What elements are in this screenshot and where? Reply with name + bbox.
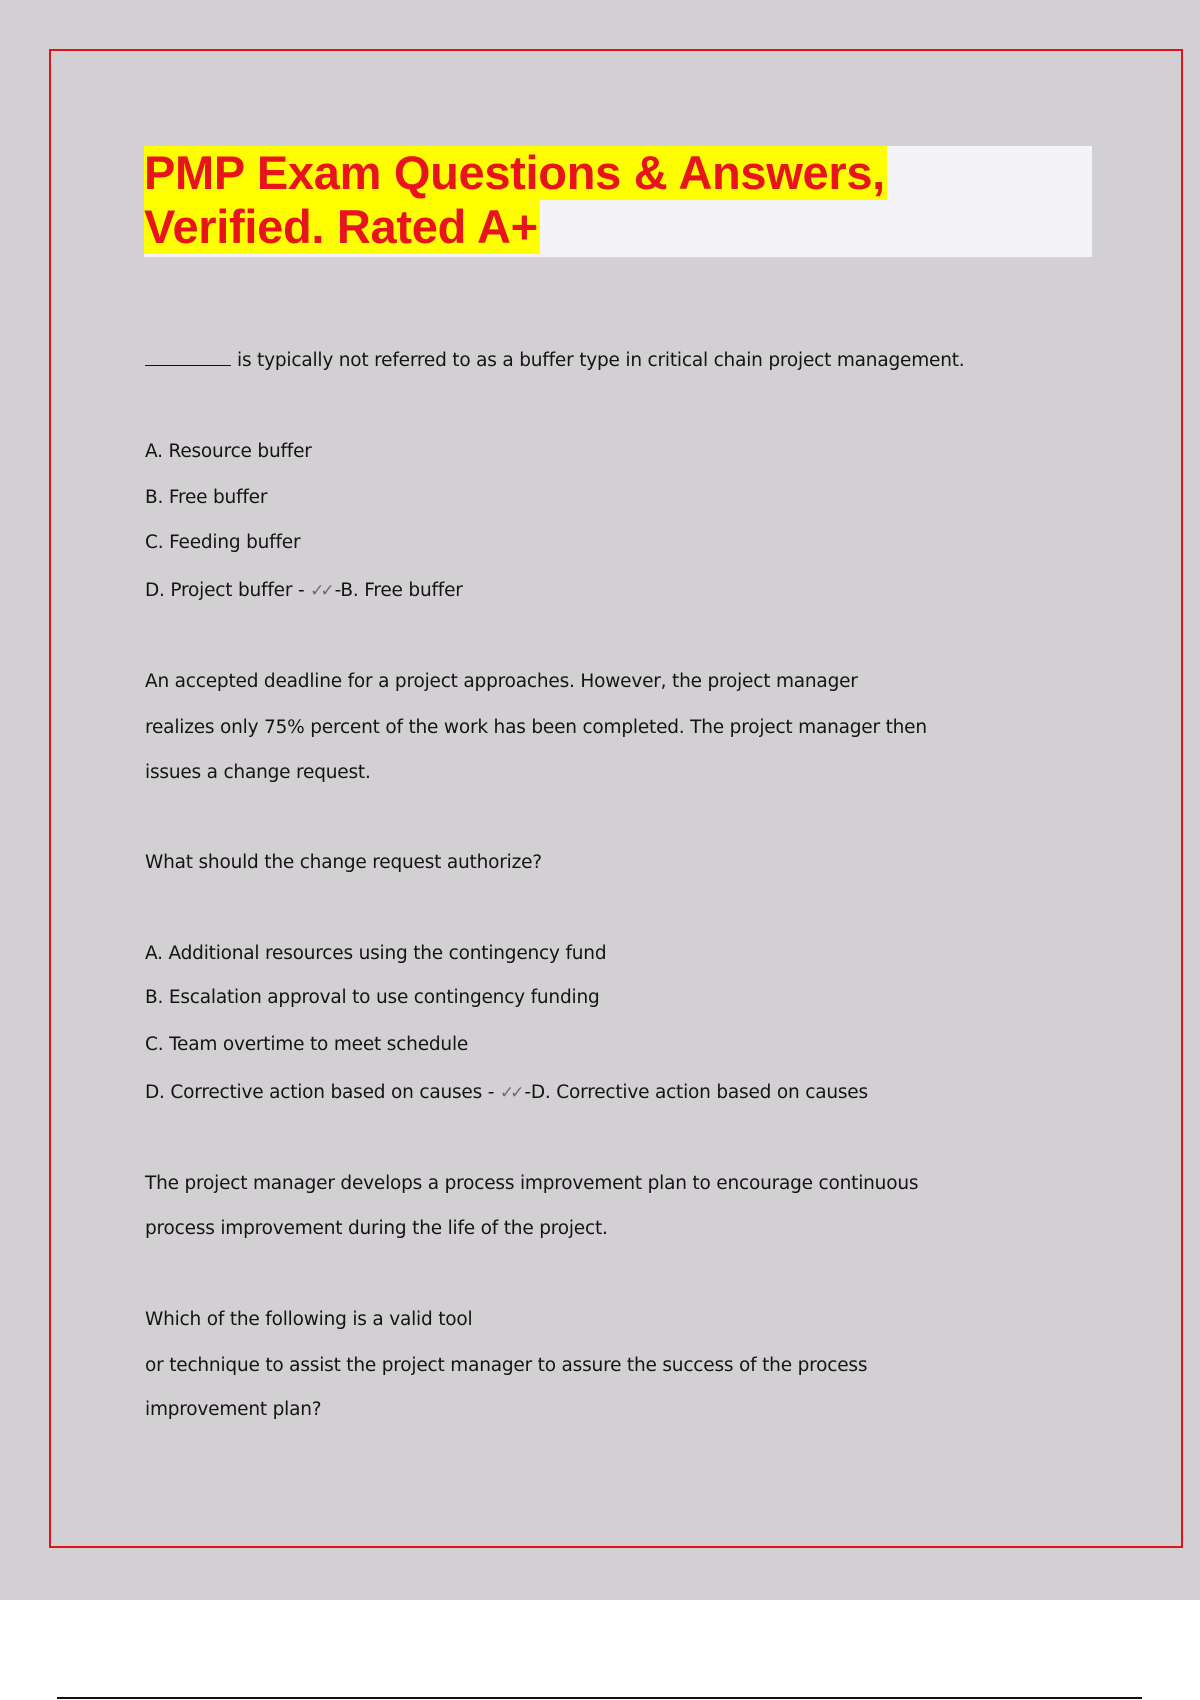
q1-option-a: A. Resource buffer [145, 441, 312, 462]
title-line-2: Verified. Rated A+ [144, 200, 538, 253]
q2-option-b: B. Escalation approval to use contingency funding [145, 987, 600, 1008]
document-title [144, 146, 887, 254]
q2-answer: -D. Corrective action based on causes [524, 1082, 868, 1103]
q1-option-b: B. Free buffer [145, 487, 268, 508]
q2-option-a: A. Additional resources using the contingency fund [145, 943, 607, 964]
q1-stem [145, 349, 964, 373]
q1-stem-text: is typically not referred to as a buffer type in critical chain project management. [237, 350, 965, 371]
q3-line-2: process improvement during the life of the project. [145, 1218, 608, 1239]
q3-line-1: The project manager develops a process improvement plan to encourage continuous [145, 1173, 919, 1194]
check-icon: ✓✓ [310, 581, 331, 601]
q1-answer: -B. Free buffer [334, 580, 463, 601]
q3-question-line-3: improvement plan? [145, 1399, 322, 1420]
q1-option-d: D. Project buffer - [145, 580, 311, 601]
q1-option-c: C. Feeding buffer [145, 532, 301, 553]
q1-option-d-row [145, 579, 463, 603]
answer-blank [145, 349, 231, 366]
q2-option-d-row [145, 1081, 868, 1105]
q2-line-3: issues a change request. [145, 762, 371, 783]
q3-question-line-2: or technique to assist the project manager to assure the success of the process [145, 1355, 868, 1376]
title-box [144, 146, 1092, 257]
q2-option-c: C. Team overtime to meet schedule [145, 1034, 469, 1055]
q3-question-line-1: Which of the following is a valid tool [145, 1309, 473, 1330]
q2-line-2: realizes only 75% percent of the work has been completed. The project manager then [145, 717, 927, 738]
q2-line-1: An accepted deadline for a project approaches. However, the project manager [145, 671, 858, 692]
footer-divider [57, 1697, 1142, 1699]
q2-option-d: D. Corrective action based on causes - [145, 1082, 500, 1103]
title-line-1: PMP Exam Questions & Answers, [144, 146, 885, 199]
check-icon: ✓✓ [499, 1083, 521, 1103]
q2-question: What should the change request authorize? [145, 852, 542, 873]
